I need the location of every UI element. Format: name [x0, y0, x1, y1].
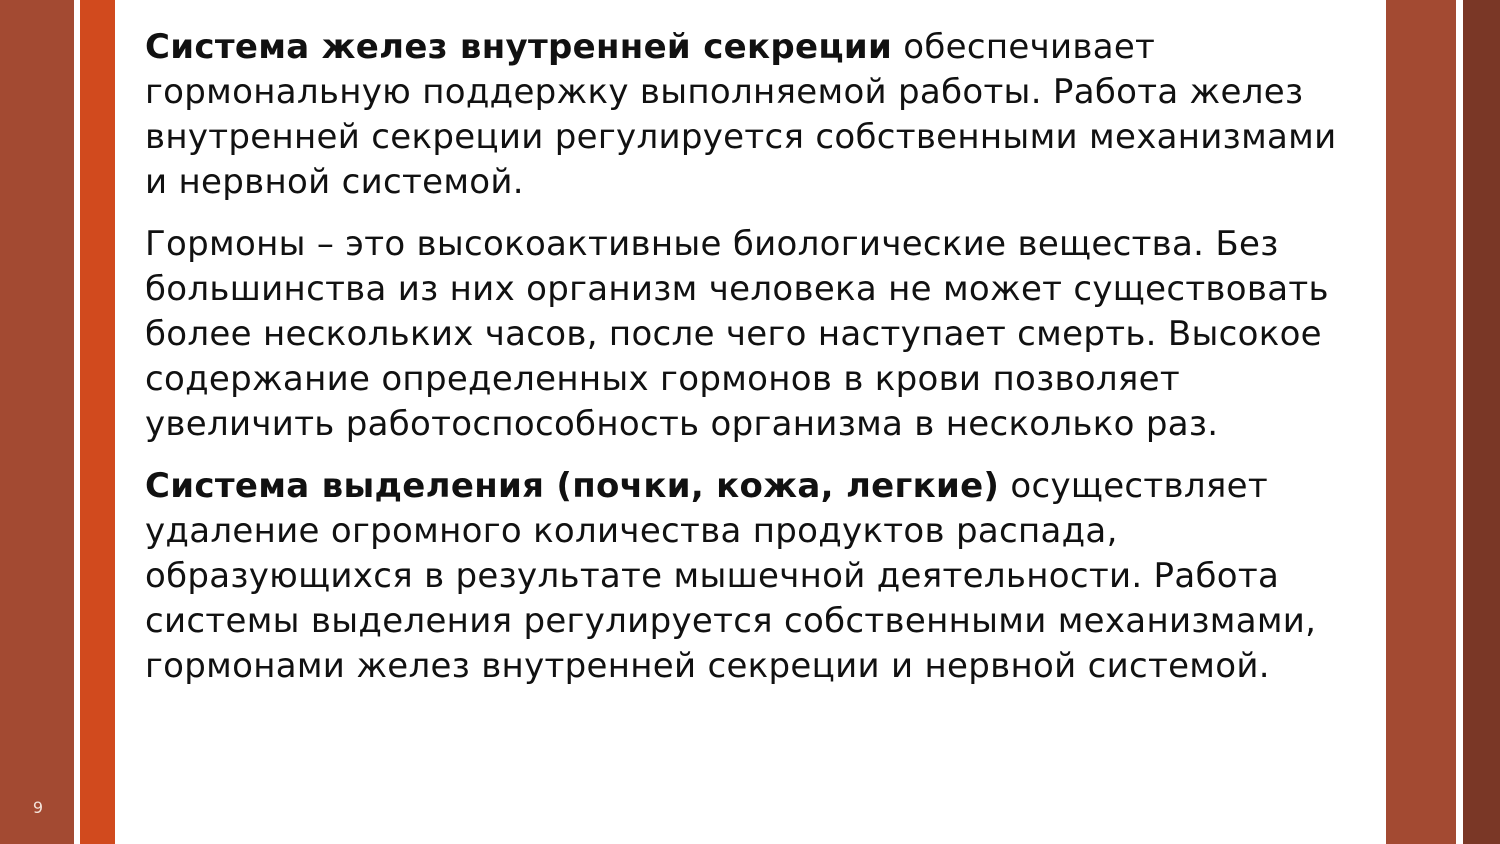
right-dark-stripe — [1463, 0, 1500, 844]
paragraph-endocrine-text: обеспечивает гормональную поддержку выполняемой работы. Работа желез внутренней секреции регулируется собственными механизмами и нервной системой. — [145, 27, 1337, 202]
paragraph-excretion-bold: Система выделения (почки, кожа, легкие) — [145, 466, 1000, 506]
right-decorative-band — [1386, 0, 1456, 844]
paragraph-hormones — [145, 222, 1365, 447]
paragraph-excretion-text: осуществляет удаление огромного количества продуктов распада, образующихся в результате мышечной деятельности. Работа системы выделения регулируется собственными механизмами, гормонами желез внутренней секреции и нервной системой. — [145, 466, 1317, 686]
paragraph-endocrine — [145, 25, 1365, 205]
paragraph-endocrine-bold: Система желез внутренней секреции — [145, 27, 893, 67]
right-light-stripe — [1456, 0, 1463, 844]
left-decorative-band — [0, 0, 74, 844]
slide-content — [145, 25, 1365, 706]
paragraph-hormones-text: Гормоны – это высокоактивные биологические вещества. Без большинства из них организм человека не может существовать более нескольких часов, после чего наступает смерть. Высокое содержание определенных гормонов в крови позволяет увеличить работоспособность организма в несколько раз. — [145, 224, 1329, 444]
paragraph-excretion — [145, 464, 1365, 689]
left-orange-stripe — [80, 0, 115, 844]
slide-number: 9 — [32, 798, 44, 817]
